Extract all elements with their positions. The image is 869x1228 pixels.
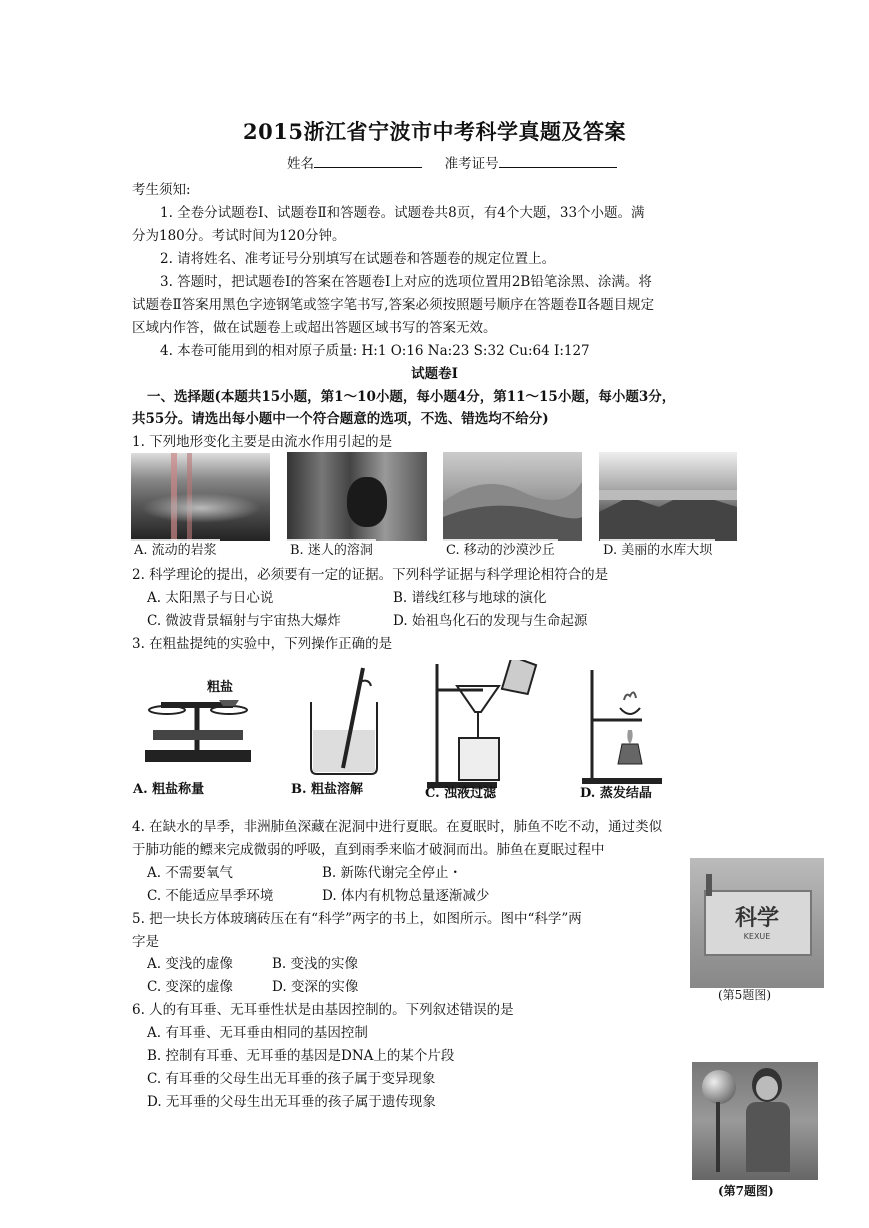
id-label: 准考证号 xyxy=(444,156,499,172)
q3-figure-b xyxy=(289,660,407,800)
q1-stem: 1. 下列地形变化主要是由流水作用引起的是 xyxy=(132,434,393,450)
q6-option-c: C. 有耳垂的父母生出无耳垂的孩子属于变异现象 xyxy=(147,1071,436,1087)
section-heading: 试题卷Ⅰ xyxy=(411,366,458,382)
q3-figure-c xyxy=(423,660,563,800)
q3-option-b: B. 粗盐溶解 xyxy=(291,782,364,797)
q4-option-a: A. 不需要氧气 xyxy=(147,865,233,881)
page-title: 2015浙江省宁波市中考科学真题及答案 xyxy=(243,119,626,144)
q5-option-c: C. 变深的虚像 xyxy=(147,979,233,995)
q7-figure xyxy=(692,1062,818,1180)
notice-item-2: 2. 请将姓名、准考证号分别填写在试题卷和答题卷的规定位置上。 xyxy=(160,251,556,267)
q3-figure-d xyxy=(578,660,678,800)
id-blank xyxy=(499,153,617,168)
q3-option-c: C. 浊液过滤 xyxy=(425,786,497,801)
q7-figure-caption: (第7题图) xyxy=(718,1184,774,1198)
q3-figure-a xyxy=(131,660,263,800)
q3-scale-label: 粗盐 xyxy=(207,680,234,695)
q6-option-a: A. 有耳垂、无耳垂由相同的基因控制 xyxy=(147,1025,368,1041)
q2-option-d: D. 始祖鸟化石的发现与生命起源 xyxy=(393,613,588,629)
q2-option-a: A. 太阳黑子与日心说 xyxy=(147,590,274,606)
q6-stem: 6. 人的有耳垂、无耳垂性状是由基因控制的。下列叙述错误的是 xyxy=(132,1002,514,1018)
q4-option-c: C. 不能适应旱季环境 xyxy=(147,888,274,904)
q5-option-d: D. 变深的实像 xyxy=(272,979,359,995)
name-blank xyxy=(314,153,422,168)
q2-option-c: C. 微波背景辐射与宇宙热大爆炸 xyxy=(147,613,341,629)
q4-option-d: D. 体内有机物总量逐渐减少 xyxy=(322,888,490,904)
q5-stem: 5. 把一块长方体玻璃砖压在有“科学”两字的书上，如图所示。图中“科学”两 xyxy=(132,911,582,927)
q1-option-a: A. 流动的岩浆 xyxy=(131,539,220,558)
notice-item-4: 4. 本卷可能用到的相对原子质量: H:1 O:16 Na:23 S:32 Cu:64 I:127 xyxy=(160,343,590,359)
notice-heading: 考生须知: xyxy=(132,182,191,198)
notice-item-1-cont: 分为180分。考试时间为120分钟。 xyxy=(132,228,346,244)
q6-option-d: D. 无耳垂的父母生出无耳垂的孩子属于遗传现象 xyxy=(147,1094,436,1110)
q4-option-b: B. 新陈代谢完全停止・ xyxy=(322,865,463,881)
q1-photo-c xyxy=(443,452,582,541)
q5-option-a: A. 变浅的虚像 xyxy=(147,956,233,972)
q2-stem: 2. 科学理论的提出，必须要有一定的证据。下列科学证据与科学理论相符合的是 xyxy=(132,567,609,583)
q1-option-b: B. 迷人的溶洞 xyxy=(287,539,376,558)
q5-figure xyxy=(690,858,824,988)
q5-stem-cont: 字是 xyxy=(132,934,159,950)
name-field xyxy=(287,152,617,172)
q6-option-b: B. 控制有耳垂、无耳垂的基因是DNA上的某个片段 xyxy=(147,1048,455,1064)
name-label: 姓名 xyxy=(287,156,314,172)
q1-photo-a xyxy=(131,453,270,541)
q4-stem-cont: 于肺功能的鳔来完成微弱的呼吸，直到雨季来临才破洞而出。肺鱼在夏眠过程中 xyxy=(132,842,605,858)
section-instructions-cont: 共55分。请选出每小题中一个符合题意的选项，不选、错选均不给分) xyxy=(132,411,549,427)
q1-option-c: C. 移动的沙漠沙丘 xyxy=(443,539,558,558)
q1-photo-b xyxy=(287,452,427,541)
q4-stem: 4. 在缺水的旱季，非洲肺鱼深藏在泥洞中进行夏眠。在夏眠时，肺鱼不吃不动，通过类似 xyxy=(132,819,663,835)
q3-option-d: D. 蒸发结晶 xyxy=(580,786,652,801)
notice-item-3-cont2: 区域内作答，做在试题卷上或超出答题区域书写的答案无效。 xyxy=(132,320,497,336)
section-instructions: 一、选择题(本题共15小题，第1～10小题，每小题4分，第11～15小题，每小题3分， xyxy=(147,389,676,405)
q1-option-d: D. 美丽的水库大坝 xyxy=(600,539,715,558)
q3-option-a: A. 粗盐称量 xyxy=(133,782,205,797)
q5-figure-sub: KEXUE xyxy=(743,932,771,941)
q1-photo-d xyxy=(599,452,737,541)
notice-item-3: 3. 答题时，把试题卷Ⅰ的答案在答题卷Ⅰ上对应的选项位置用2B铅笔涂黑、涂满。将 xyxy=(160,274,652,290)
q5-option-b: B. 变浅的实像 xyxy=(272,956,359,972)
notice-item-1: 1. 全卷分试题卷Ⅰ、试题卷Ⅱ和答题卷。试题卷共8页，有4个大题，33个小题。满 xyxy=(160,205,645,221)
q3-stem: 3. 在粗盐提纯的实验中，下列操作正确的是 xyxy=(132,636,393,652)
notice-item-3-cont: 试题卷Ⅱ答案用黑色字迹钢笔或签字笔书写,答案必须按照题号顺序在答题卷Ⅱ各题目规定 xyxy=(132,297,655,313)
q2-option-b: B. 谱线红移与地球的演化 xyxy=(393,590,547,606)
q5-figure-text: 科学 xyxy=(734,906,779,931)
q5-figure-caption: (第5题图) xyxy=(718,988,771,1002)
